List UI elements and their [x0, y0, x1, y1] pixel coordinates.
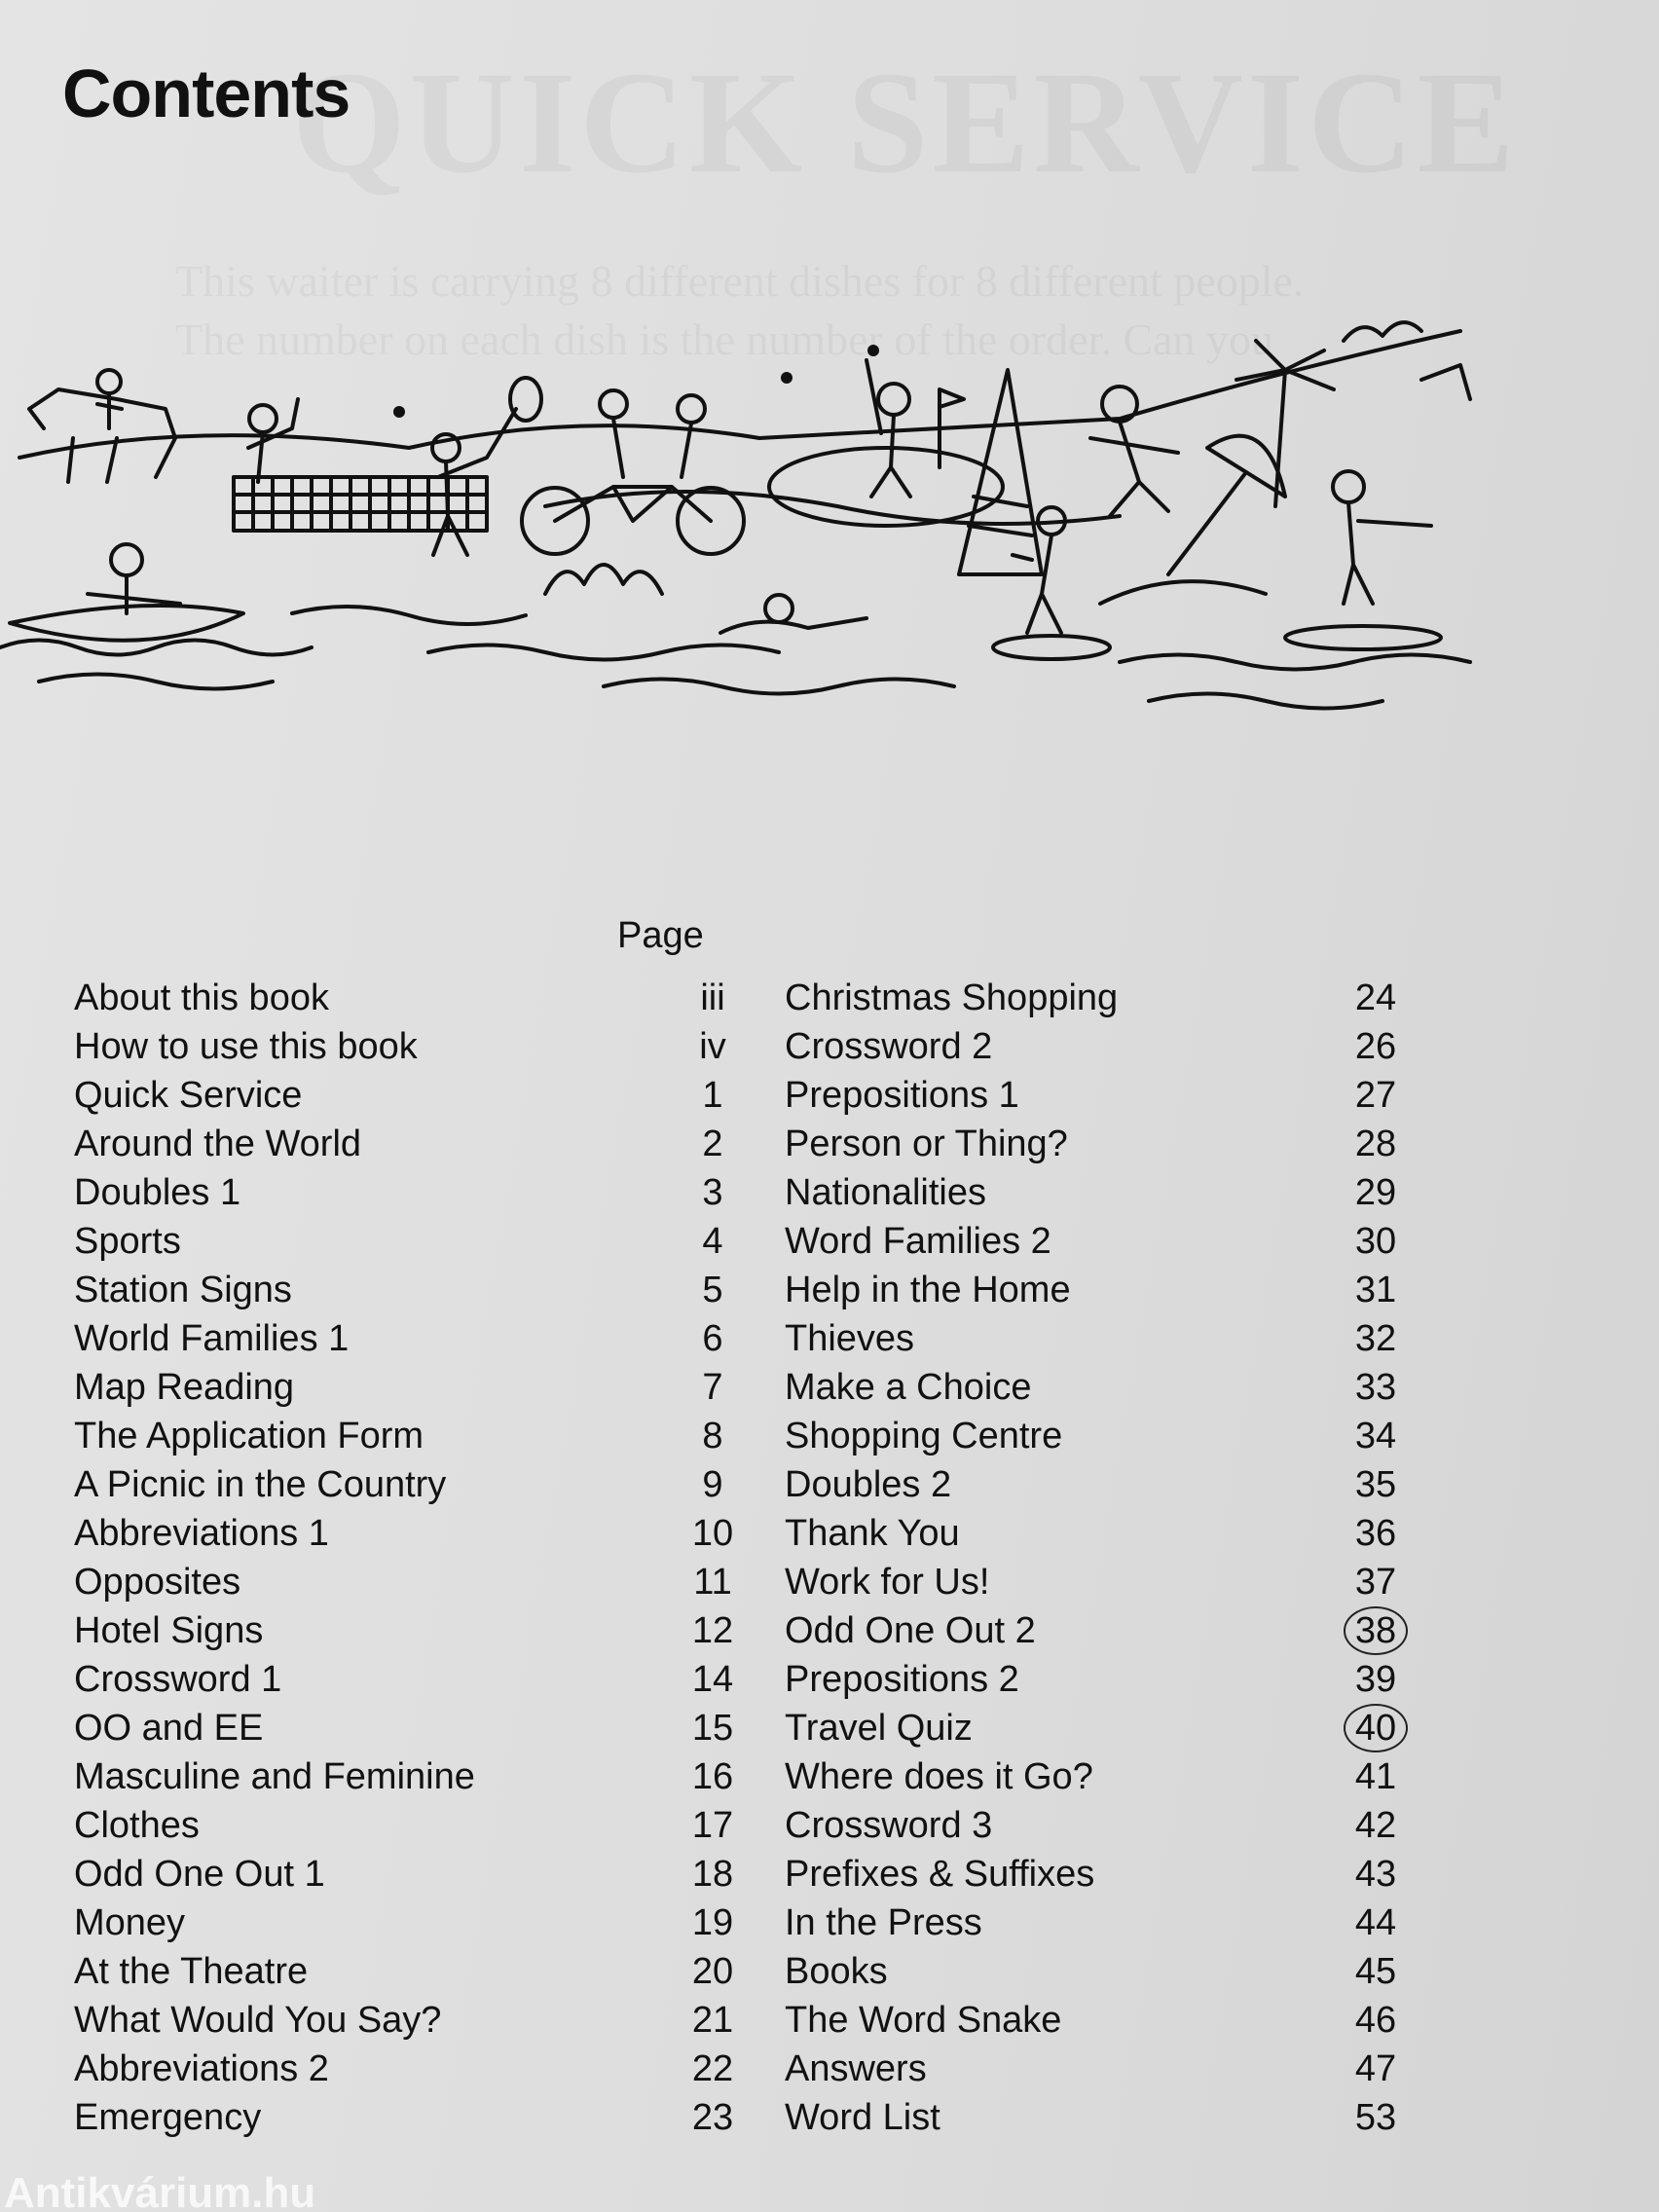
contents-entry: [74, 1655, 734, 1704]
contents-entry: [74, 1168, 723, 1217]
contents-entry: [785, 1801, 1427, 1850]
entry-page: 32: [1354, 1318, 1397, 1359]
entry-title: Prefixes & Suffixes: [785, 1854, 1095, 1895]
entry-title: Answers: [785, 2048, 927, 2089]
sports-illustration: [0, 312, 1659, 720]
contents-entry: [74, 1266, 723, 1314]
entry-title: About this book: [74, 977, 329, 1018]
background-ghost-title: [292, 39, 1518, 206]
entry-page: 28: [1354, 1124, 1397, 1164]
contents-entry: [74, 1363, 723, 1412]
contents-entry: [74, 1996, 734, 2045]
contents-entry: [785, 1655, 1427, 1704]
contents-entry: [785, 1850, 1427, 1899]
entry-page: 37: [1354, 1562, 1397, 1603]
entry-page: [1330, 1704, 1421, 1752]
contents-entry: [74, 1314, 723, 1363]
contents-entry: [74, 1606, 734, 1655]
entry-title: Thank You: [785, 1513, 960, 1554]
entry-page: 26: [1354, 1026, 1397, 1067]
entry-title: Prepositions 2: [785, 1659, 1019, 1700]
entry-title: Prepositions 1: [785, 1075, 1019, 1116]
entry-page: 4: [702, 1221, 723, 1262]
entry-page: 42: [1354, 1805, 1397, 1846]
entry-page: 36: [1354, 1513, 1397, 1554]
entry-title: Shopping Centre: [785, 1416, 1063, 1456]
contents-entry: [785, 1120, 1427, 1168]
entry-page: 27: [1354, 1075, 1397, 1116]
entry-title: A Picnic in the Country: [74, 1464, 447, 1505]
entry-title: Where does it Go?: [785, 1756, 1093, 1797]
entry-page: 33: [1354, 1367, 1397, 1408]
entry-title: Abbreviations 2: [74, 2048, 329, 2089]
contents-entry: [74, 974, 725, 1022]
contents-entry: [785, 974, 1427, 1022]
entry-page: iv: [699, 1026, 726, 1067]
entry-page: 9: [702, 1464, 723, 1505]
entry-page: 29: [1354, 1172, 1397, 1213]
contents-entry: [785, 1314, 1427, 1363]
background-ghost-text: [175, 255, 1304, 307]
contents-entry: [785, 1266, 1427, 1314]
entry-title: Map Reading: [74, 1367, 295, 1408]
contents-entry: [785, 2045, 1427, 2093]
entry-title: Crossword 2: [785, 1026, 993, 1067]
circled-page-number: 38: [1344, 1606, 1408, 1655]
entry-page: 21: [691, 2000, 734, 2041]
contents-entry: [74, 1558, 732, 1606]
entry-page: 45: [1354, 1951, 1397, 1992]
entry-title: Masculine and Feminine: [74, 1756, 475, 1797]
contents-entry: [785, 1509, 1427, 1558]
entry-title: Word List: [785, 2097, 940, 2138]
entry-title: In the Press: [785, 1902, 982, 1943]
entry-page: 11: [693, 1562, 732, 1603]
entry-title: Word Families 2: [785, 1221, 1051, 1262]
entry-page: 14: [691, 1659, 734, 1700]
entry-page: 46: [1354, 2000, 1397, 2041]
entry-page: 16: [691, 1756, 734, 1797]
entry-page: 53: [1354, 2097, 1397, 2138]
entry-page: 41: [1354, 1756, 1397, 1797]
entry-page: 8: [702, 1416, 723, 1456]
entry-title: Doubles 1: [74, 1172, 241, 1213]
entry-page: [1330, 1606, 1421, 1655]
entry-page: 22: [691, 2048, 734, 2089]
entry-page: 30: [1354, 1221, 1397, 1262]
entry-title: Travel Quiz: [785, 1708, 973, 1749]
contents-entry: [74, 1899, 734, 1947]
entry-page: 15: [691, 1708, 734, 1749]
contents-entry: [785, 1947, 1427, 1996]
entry-page: 7: [702, 1367, 723, 1408]
contents-list-right: [785, 974, 1427, 2142]
entry-page: iii: [700, 977, 725, 1018]
page-title: Contents: [62, 55, 350, 131]
contents-entry: [74, 1704, 734, 1752]
contents-list-left: [74, 974, 734, 2142]
contents-entry: [785, 1022, 1427, 1071]
contents-entry: [785, 1217, 1427, 1266]
entry-title: Emergency: [74, 2097, 262, 2138]
contents-entry: [785, 1460, 1427, 1509]
contents-entry: [74, 1217, 723, 1266]
entry-page: 17: [691, 1805, 734, 1846]
contents-entry: [74, 1412, 723, 1460]
entry-page: 3: [702, 1172, 723, 1213]
contents-entry: [74, 1947, 734, 1996]
entry-title: Thieves: [785, 1318, 915, 1359]
contents-entry: [785, 1168, 1427, 1217]
contents-entry: [74, 1071, 723, 1120]
contents-entry: [785, 1412, 1427, 1460]
entry-page: 1: [702, 1075, 723, 1116]
contents-entry: [74, 1509, 734, 1558]
contents-entry: [74, 1801, 734, 1850]
contents-entry: [74, 2045, 734, 2093]
entry-title: Crossword 3: [785, 1805, 993, 1846]
entry-page: 20: [691, 1951, 734, 1992]
entry-title: Money: [74, 1902, 186, 1943]
entry-title: Opposites: [74, 1562, 241, 1603]
entry-page: 44: [1354, 1902, 1397, 1943]
entry-page: 23: [691, 2097, 734, 2138]
contents-entry: [785, 1752, 1427, 1801]
contents-entry: [785, 1996, 1427, 2045]
entry-page: 24: [1354, 977, 1397, 1018]
entry-title: World Families 1: [74, 1318, 350, 1359]
entry-page: 31: [1354, 1270, 1397, 1310]
contents-entry: [785, 1704, 1427, 1752]
entry-page: 6: [702, 1318, 723, 1359]
entry-title: OO and EE: [74, 1708, 264, 1749]
entry-page: 43: [1354, 1854, 1397, 1895]
entry-title: Odd One Out 2: [785, 1610, 1036, 1651]
page-column-header: Page: [617, 915, 704, 956]
entry-title: Christmas Shopping: [785, 977, 1119, 1018]
entry-title: Odd One Out 1: [74, 1854, 325, 1895]
entry-title: Clothes: [74, 1805, 200, 1846]
entry-title: Quick Service: [74, 1075, 303, 1116]
entry-page: 34: [1354, 1416, 1397, 1456]
entry-title: What Would You Say?: [74, 2000, 442, 2041]
entry-page: 18: [691, 1854, 734, 1895]
entry-page: 2: [702, 1124, 723, 1164]
contents-entry: [74, 1120, 723, 1168]
entry-title: The Word Snake: [785, 2000, 1062, 2041]
contents-entry: [785, 2093, 1427, 2142]
contents-entry: [74, 2093, 734, 2142]
entry-page: 19: [691, 1902, 734, 1943]
contents-entry: [785, 1606, 1427, 1655]
contents-entry: [74, 1850, 734, 1899]
circled-page-number: 40: [1344, 1704, 1408, 1752]
entry-title: Crossword 1: [74, 1659, 282, 1700]
entry-title: Make a Choice: [785, 1367, 1032, 1408]
entry-page: 35: [1354, 1464, 1397, 1505]
contents-entry: [785, 1363, 1427, 1412]
entry-title: Help in the Home: [785, 1270, 1071, 1310]
entry-title: Books: [785, 1951, 888, 1992]
entry-title: Nationalities: [785, 1172, 986, 1213]
entry-page: 47: [1354, 2048, 1397, 2089]
entry-page: 12: [691, 1610, 734, 1651]
entry-title: Sports: [74, 1221, 181, 1262]
contents-entry: [74, 1460, 723, 1509]
contents-entry: [74, 1022, 726, 1071]
entry-title: How to use this book: [74, 1026, 418, 1067]
contents-entry: [785, 1071, 1427, 1120]
entry-title: Station Signs: [74, 1270, 292, 1310]
contents-entry: [74, 1752, 734, 1801]
entry-page: 39: [1354, 1659, 1397, 1700]
entry-title: Around the World: [74, 1124, 362, 1164]
entry-page: 10: [691, 1513, 734, 1554]
entry-title: The Application Form: [74, 1416, 424, 1456]
contents-entry: [785, 1558, 1427, 1606]
entry-title: Person or Thing?: [785, 1124, 1068, 1164]
entry-page: 5: [702, 1270, 723, 1310]
entry-title: Hotel Signs: [74, 1610, 264, 1651]
watermark: Antikvárium.hu: [4, 2169, 316, 2212]
entry-title: Abbreviations 1: [74, 1513, 329, 1554]
entry-title: Doubles 2: [785, 1464, 952, 1505]
entry-title: Work for Us!: [785, 1562, 990, 1603]
entry-title: At the Theatre: [74, 1951, 309, 1992]
contents-entry: [785, 1899, 1427, 1947]
